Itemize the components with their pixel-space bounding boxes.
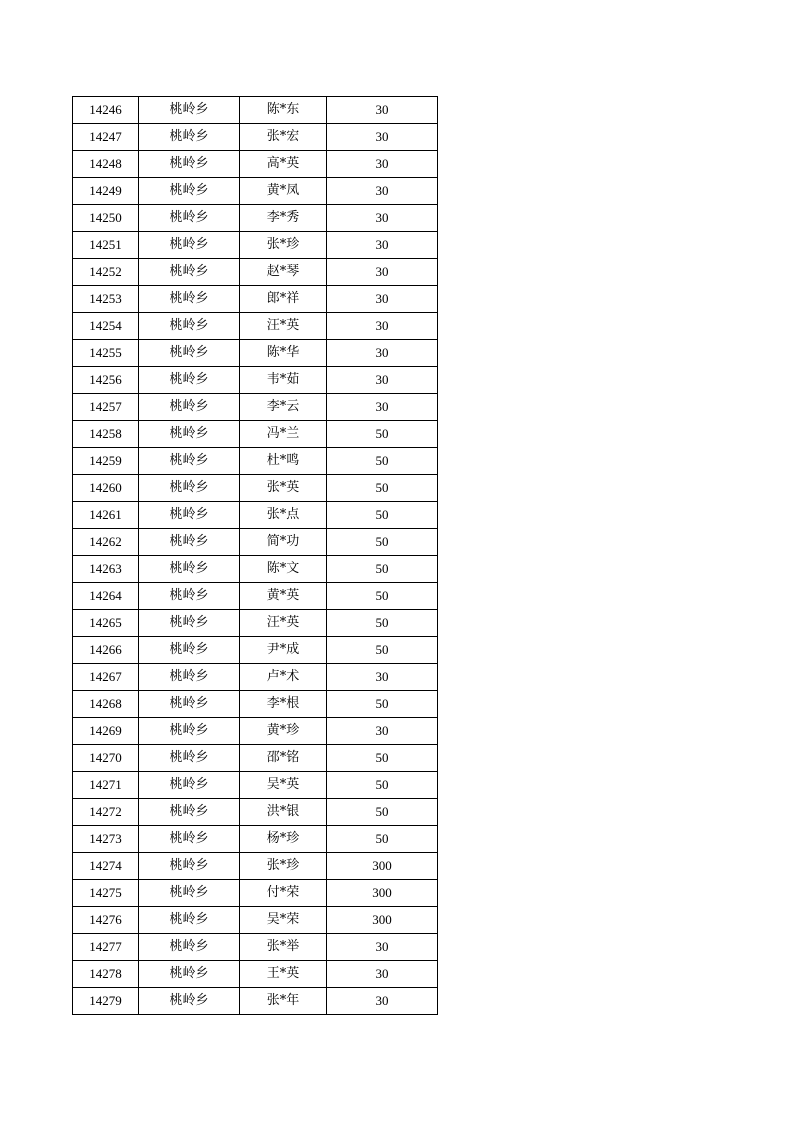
table-row xyxy=(73,556,438,583)
row-town-cell: 桃岭乡 xyxy=(139,853,240,880)
row-amount-cell: 50 xyxy=(327,691,438,718)
row-town-cell: 桃岭乡 xyxy=(139,799,240,826)
row-name-cell: 张*珍 xyxy=(240,232,327,259)
table-row xyxy=(73,259,438,286)
row-town-cell: 桃岭乡 xyxy=(139,475,240,502)
row-name-cell: 王*英 xyxy=(240,961,327,988)
row-id-cell: 14264 xyxy=(73,583,139,610)
row-id-cell: 14263 xyxy=(73,556,139,583)
row-amount-cell: 50 xyxy=(327,502,438,529)
row-name-cell: 吴*英 xyxy=(240,772,327,799)
row-id-cell: 14274 xyxy=(73,853,139,880)
row-name-cell: 陈*东 xyxy=(240,97,327,124)
row-id-cell: 14261 xyxy=(73,502,139,529)
row-amount-cell: 300 xyxy=(327,907,438,934)
row-id-cell: 14260 xyxy=(73,475,139,502)
row-town-cell: 桃岭乡 xyxy=(139,745,240,772)
row-town-cell: 桃岭乡 xyxy=(139,97,240,124)
table-row xyxy=(73,610,438,637)
table-row xyxy=(73,718,438,745)
row-amount-cell: 30 xyxy=(327,286,438,313)
row-town-cell: 桃岭乡 xyxy=(139,691,240,718)
row-amount-cell: 30 xyxy=(327,718,438,745)
table-row xyxy=(73,232,438,259)
row-id-cell: 14249 xyxy=(73,178,139,205)
row-amount-cell: 30 xyxy=(327,151,438,178)
row-id-cell: 14266 xyxy=(73,637,139,664)
row-name-cell: 黄*英 xyxy=(240,583,327,610)
row-name-cell: 赵*琴 xyxy=(240,259,327,286)
row-name-cell: 杨*珍 xyxy=(240,826,327,853)
row-town-cell: 桃岭乡 xyxy=(139,394,240,421)
row-town-cell: 桃岭乡 xyxy=(139,529,240,556)
row-town-cell: 桃岭乡 xyxy=(139,178,240,205)
row-id-cell: 14256 xyxy=(73,367,139,394)
row-town-cell: 桃岭乡 xyxy=(139,880,240,907)
row-town-cell: 桃岭乡 xyxy=(139,205,240,232)
row-name-cell: 邵*铭 xyxy=(240,745,327,772)
row-town-cell: 桃岭乡 xyxy=(139,961,240,988)
row-name-cell: 冯*兰 xyxy=(240,421,327,448)
roster-table xyxy=(72,96,438,1015)
row-name-cell: 郎*祥 xyxy=(240,286,327,313)
row-amount-cell: 30 xyxy=(327,232,438,259)
row-name-cell: 张*举 xyxy=(240,934,327,961)
row-amount-cell: 50 xyxy=(327,448,438,475)
row-name-cell: 李*秀 xyxy=(240,205,327,232)
table-row xyxy=(73,340,438,367)
row-name-cell: 黄*珍 xyxy=(240,718,327,745)
table-row xyxy=(73,529,438,556)
row-id-cell: 14252 xyxy=(73,259,139,286)
row-id-cell: 14279 xyxy=(73,988,139,1015)
row-id-cell: 14254 xyxy=(73,313,139,340)
row-amount-cell: 30 xyxy=(327,205,438,232)
row-amount-cell: 30 xyxy=(327,178,438,205)
table-row xyxy=(73,988,438,1015)
row-id-cell: 14268 xyxy=(73,691,139,718)
row-id-cell: 14278 xyxy=(73,961,139,988)
table-row xyxy=(73,961,438,988)
row-amount-cell: 30 xyxy=(327,961,438,988)
table-row xyxy=(73,421,438,448)
row-id-cell: 14248 xyxy=(73,151,139,178)
row-town-cell: 桃岭乡 xyxy=(139,718,240,745)
row-amount-cell: 50 xyxy=(327,529,438,556)
row-town-cell: 桃岭乡 xyxy=(139,124,240,151)
table-row xyxy=(73,745,438,772)
row-town-cell: 桃岭乡 xyxy=(139,907,240,934)
row-town-cell: 桃岭乡 xyxy=(139,772,240,799)
row-town-cell: 桃岭乡 xyxy=(139,421,240,448)
row-id-cell: 14269 xyxy=(73,718,139,745)
row-town-cell: 桃岭乡 xyxy=(139,826,240,853)
row-town-cell: 桃岭乡 xyxy=(139,151,240,178)
row-amount-cell: 30 xyxy=(327,259,438,286)
row-town-cell: 桃岭乡 xyxy=(139,610,240,637)
table-row xyxy=(73,205,438,232)
row-id-cell: 14258 xyxy=(73,421,139,448)
table-row xyxy=(73,691,438,718)
table-row xyxy=(73,934,438,961)
row-amount-cell: 50 xyxy=(327,637,438,664)
row-name-cell: 简*功 xyxy=(240,529,327,556)
table-row xyxy=(73,448,438,475)
row-amount-cell: 300 xyxy=(327,880,438,907)
row-amount-cell: 30 xyxy=(327,313,438,340)
row-amount-cell: 50 xyxy=(327,475,438,502)
row-amount-cell: 30 xyxy=(327,367,438,394)
row-name-cell: 李*云 xyxy=(240,394,327,421)
table-row xyxy=(73,151,438,178)
table-row xyxy=(73,178,438,205)
table-row xyxy=(73,475,438,502)
table-row xyxy=(73,637,438,664)
row-town-cell: 桃岭乡 xyxy=(139,583,240,610)
row-amount-cell: 30 xyxy=(327,97,438,124)
table-row xyxy=(73,799,438,826)
row-amount-cell: 30 xyxy=(327,340,438,367)
row-town-cell: 桃岭乡 xyxy=(139,502,240,529)
roster-table-body xyxy=(73,97,438,1015)
row-amount-cell: 50 xyxy=(327,799,438,826)
row-town-cell: 桃岭乡 xyxy=(139,556,240,583)
row-name-cell: 吴*荣 xyxy=(240,907,327,934)
table-row xyxy=(73,286,438,313)
row-name-cell: 张*点 xyxy=(240,502,327,529)
row-amount-cell: 50 xyxy=(327,421,438,448)
row-id-cell: 14247 xyxy=(73,124,139,151)
row-name-cell: 高*英 xyxy=(240,151,327,178)
row-id-cell: 14257 xyxy=(73,394,139,421)
row-id-cell: 14255 xyxy=(73,340,139,367)
table-row xyxy=(73,826,438,853)
row-id-cell: 14270 xyxy=(73,745,139,772)
row-name-cell: 张*英 xyxy=(240,475,327,502)
row-amount-cell: 50 xyxy=(327,583,438,610)
row-id-cell: 14267 xyxy=(73,664,139,691)
row-id-cell: 14246 xyxy=(73,97,139,124)
row-name-cell: 张*珍 xyxy=(240,853,327,880)
row-amount-cell: 300 xyxy=(327,853,438,880)
row-id-cell: 14259 xyxy=(73,448,139,475)
table-row xyxy=(73,880,438,907)
row-amount-cell: 30 xyxy=(327,988,438,1015)
row-name-cell: 张*宏 xyxy=(240,124,327,151)
row-town-cell: 桃岭乡 xyxy=(139,286,240,313)
row-amount-cell: 50 xyxy=(327,772,438,799)
row-id-cell: 14277 xyxy=(73,934,139,961)
row-name-cell: 杜*鸣 xyxy=(240,448,327,475)
row-id-cell: 14250 xyxy=(73,205,139,232)
row-name-cell: 张*年 xyxy=(240,988,327,1015)
row-amount-cell: 50 xyxy=(327,610,438,637)
row-town-cell: 桃岭乡 xyxy=(139,637,240,664)
row-name-cell: 陈*文 xyxy=(240,556,327,583)
row-name-cell: 付*荣 xyxy=(240,880,327,907)
row-town-cell: 桃岭乡 xyxy=(139,313,240,340)
row-town-cell: 桃岭乡 xyxy=(139,259,240,286)
row-name-cell: 李*根 xyxy=(240,691,327,718)
table-row xyxy=(73,664,438,691)
row-id-cell: 14253 xyxy=(73,286,139,313)
row-id-cell: 14272 xyxy=(73,799,139,826)
row-town-cell: 桃岭乡 xyxy=(139,934,240,961)
row-id-cell: 14262 xyxy=(73,529,139,556)
row-name-cell: 陈*华 xyxy=(240,340,327,367)
table-row xyxy=(73,97,438,124)
row-id-cell: 14273 xyxy=(73,826,139,853)
row-id-cell: 14271 xyxy=(73,772,139,799)
row-town-cell: 桃岭乡 xyxy=(139,988,240,1015)
row-town-cell: 桃岭乡 xyxy=(139,664,240,691)
table-row xyxy=(73,367,438,394)
row-amount-cell: 30 xyxy=(327,394,438,421)
row-name-cell: 汪*英 xyxy=(240,610,327,637)
table-row xyxy=(73,124,438,151)
row-amount-cell: 50 xyxy=(327,745,438,772)
row-name-cell: 韦*茹 xyxy=(240,367,327,394)
row-name-cell: 黄*凤 xyxy=(240,178,327,205)
row-id-cell: 14251 xyxy=(73,232,139,259)
row-id-cell: 14265 xyxy=(73,610,139,637)
table-row xyxy=(73,313,438,340)
row-name-cell: 洪*银 xyxy=(240,799,327,826)
row-town-cell: 桃岭乡 xyxy=(139,448,240,475)
row-id-cell: 14276 xyxy=(73,907,139,934)
table-row xyxy=(73,394,438,421)
row-town-cell: 桃岭乡 xyxy=(139,367,240,394)
row-town-cell: 桃岭乡 xyxy=(139,232,240,259)
table-row xyxy=(73,583,438,610)
row-name-cell: 汪*英 xyxy=(240,313,327,340)
table-row xyxy=(73,907,438,934)
row-id-cell: 14275 xyxy=(73,880,139,907)
row-amount-cell: 50 xyxy=(327,826,438,853)
row-amount-cell: 30 xyxy=(327,664,438,691)
row-amount-cell: 30 xyxy=(327,124,438,151)
table-row xyxy=(73,772,438,799)
row-name-cell: 卢*术 xyxy=(240,664,327,691)
row-name-cell: 尹*成 xyxy=(240,637,327,664)
row-amount-cell: 50 xyxy=(327,556,438,583)
row-town-cell: 桃岭乡 xyxy=(139,340,240,367)
row-amount-cell: 30 xyxy=(327,934,438,961)
table-row xyxy=(73,502,438,529)
table-row xyxy=(73,853,438,880)
